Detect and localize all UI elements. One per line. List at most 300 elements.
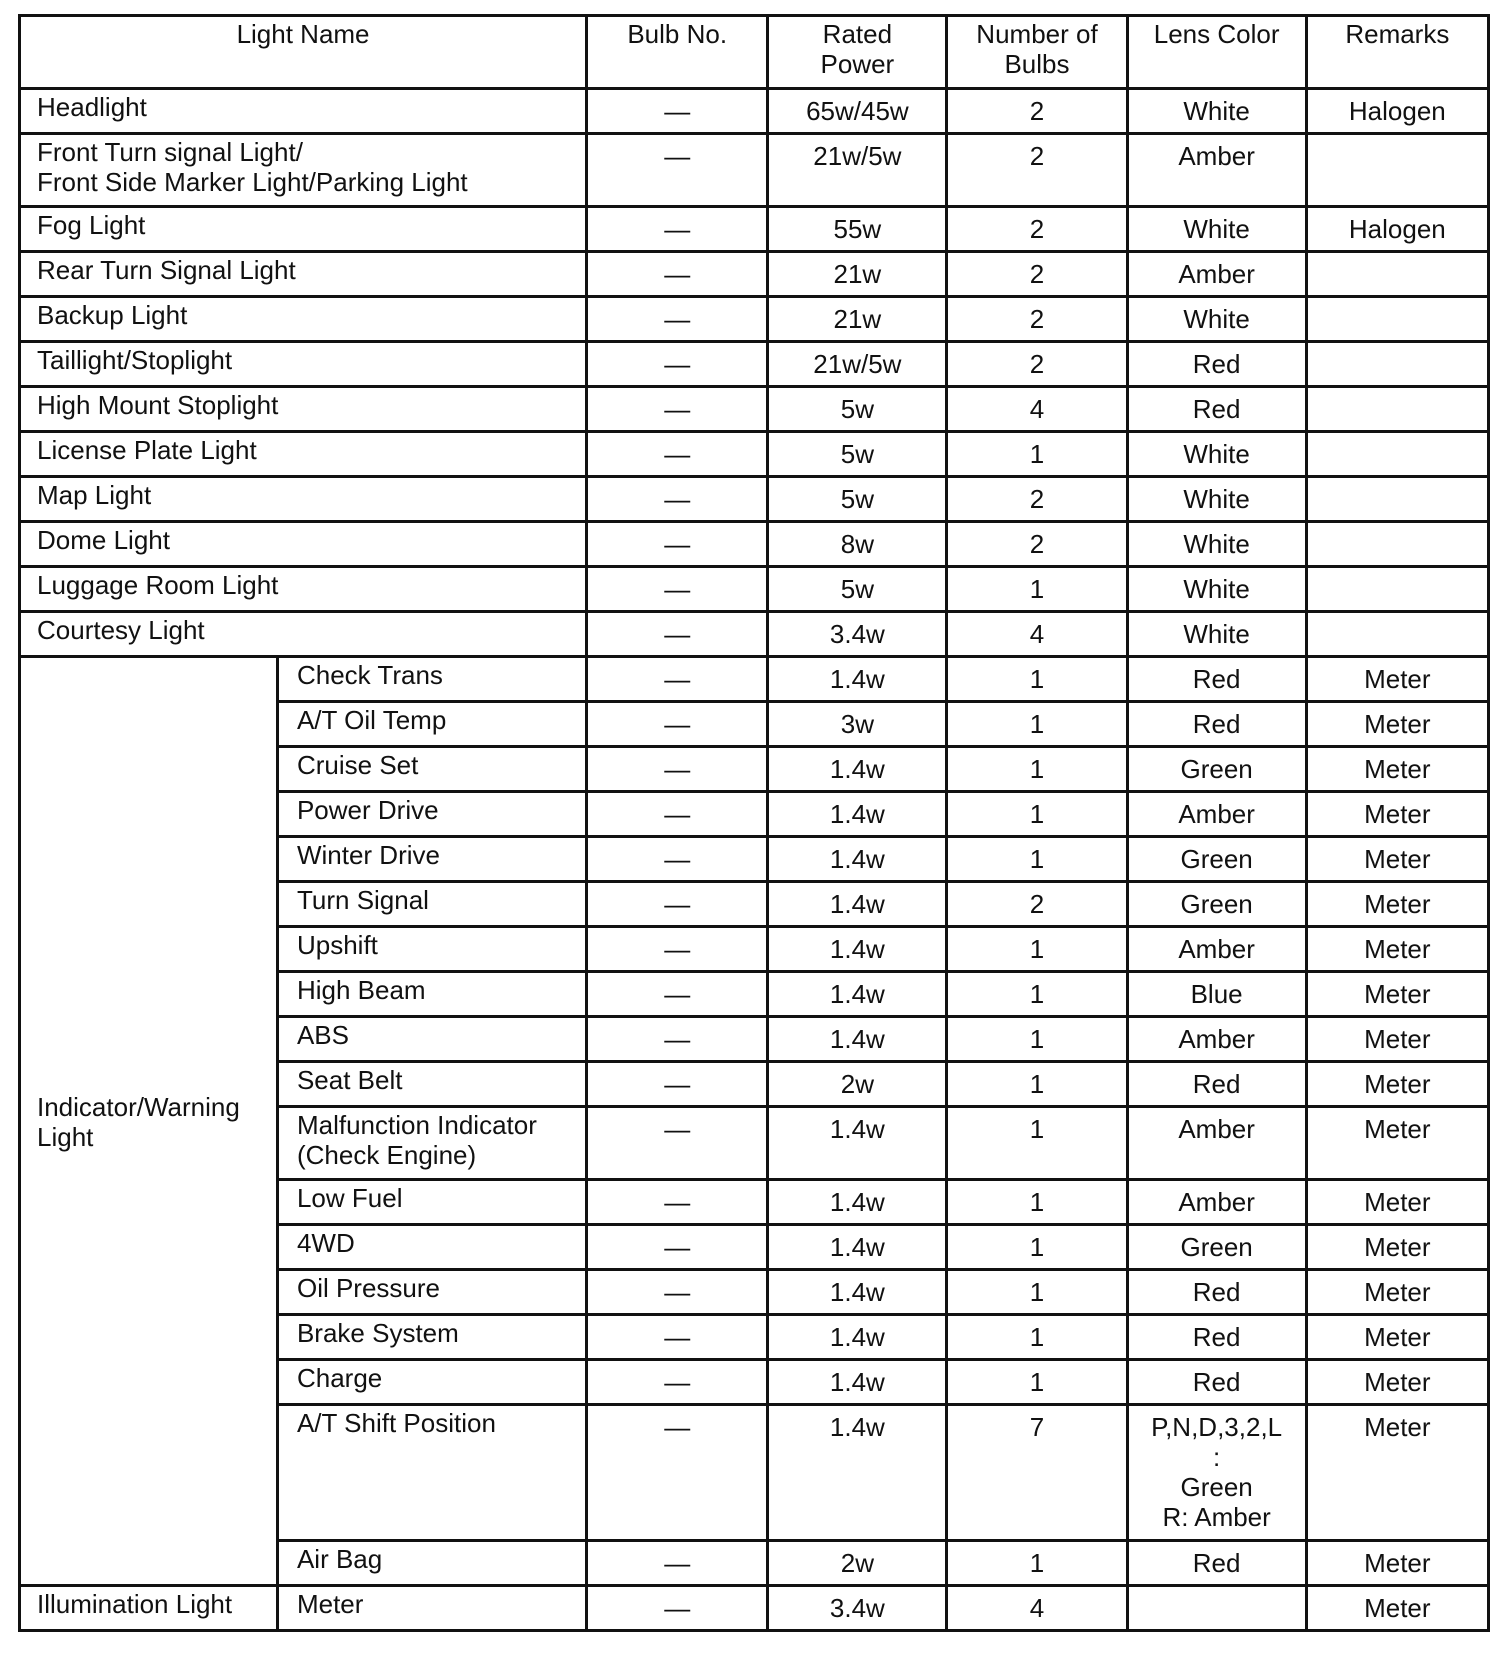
lens-color-cell bbox=[1127, 477, 1306, 522]
rated-power-cell bbox=[768, 252, 947, 297]
header-row bbox=[20, 16, 1489, 89]
remarks-cell bbox=[1306, 567, 1488, 612]
light-name-cell bbox=[277, 1270, 586, 1315]
light-name-cell bbox=[277, 1017, 586, 1062]
lens-color-cell bbox=[1127, 612, 1306, 657]
bulb-count-cell-text: 2 bbox=[1029, 349, 1045, 379]
bulb-no-cell-text: — bbox=[664, 1187, 691, 1217]
bulb-count-cell-text: 2 bbox=[1029, 529, 1045, 559]
light-name-cell bbox=[277, 1315, 586, 1360]
bulb-count-cell bbox=[947, 972, 1127, 1017]
light-name-cell bbox=[277, 1180, 586, 1225]
bulb-no-cell bbox=[587, 927, 768, 972]
lens-color-cell-text: Red bbox=[1192, 1069, 1241, 1099]
bulb-no-cell-text: — bbox=[664, 1593, 691, 1623]
remarks-cell-text: Meter bbox=[1364, 799, 1431, 829]
light-name-cell bbox=[20, 522, 587, 567]
light-name-cell-text: Power Drive bbox=[296, 795, 439, 825]
table-row bbox=[20, 477, 1489, 522]
light-name-cell-text: Malfunction Indicator (Check Engine) bbox=[296, 1110, 537, 1170]
rated-power-cell-text: 5w bbox=[840, 394, 874, 424]
rated-power-cell-text: 21w/5w bbox=[813, 141, 902, 171]
bulb-no-cell-text: — bbox=[664, 259, 691, 289]
bulb-count-cell bbox=[947, 837, 1127, 882]
lens-color-cell bbox=[1127, 342, 1306, 387]
remarks-cell bbox=[1306, 522, 1488, 567]
lens-color-cell bbox=[1127, 297, 1306, 342]
light-name-cell bbox=[277, 702, 586, 747]
bulb-no-cell-text: — bbox=[664, 709, 691, 739]
light-name-cell-text: Seat Belt bbox=[296, 1065, 403, 1095]
bulb-no-cell bbox=[587, 792, 768, 837]
remarks-cell-text: Halogen bbox=[1348, 214, 1446, 244]
bulb-count-cell-text: 1 bbox=[1029, 1187, 1045, 1217]
remarks-cell bbox=[1306, 297, 1488, 342]
bulb-count-cell-text: 2 bbox=[1029, 889, 1045, 919]
lens-color-cell-text: White bbox=[1183, 96, 1250, 126]
remarks-cell-text: Meter bbox=[1364, 664, 1431, 694]
rated-power-cell-text: 1.4w bbox=[829, 1187, 885, 1217]
group-label-illumination bbox=[20, 1586, 278, 1631]
rated-power-cell-text: 1.4w bbox=[829, 1412, 885, 1442]
remarks-cell bbox=[1306, 1270, 1488, 1315]
light-name-cell bbox=[20, 134, 587, 207]
bulb-no-cell-text: — bbox=[664, 1114, 691, 1144]
table-row bbox=[20, 297, 1489, 342]
remarks-cell bbox=[1306, 134, 1488, 207]
light-name-cell bbox=[277, 1225, 586, 1270]
bulb-no-cell bbox=[587, 1180, 768, 1225]
bulb-no-cell-text: — bbox=[664, 844, 691, 874]
light-name-cell bbox=[277, 1062, 586, 1107]
light-name-cell-text: Fog Light bbox=[37, 210, 146, 240]
header-bulb-no: Bulb No. bbox=[587, 16, 768, 89]
bulb-count-cell bbox=[947, 477, 1127, 522]
lens-color-cell-text: White bbox=[1183, 619, 1250, 649]
bulb-count-cell bbox=[947, 702, 1127, 747]
bulb-no-cell-text: — bbox=[664, 754, 691, 784]
bulb-no-cell-text: — bbox=[664, 484, 691, 514]
remarks-cell bbox=[1306, 1017, 1488, 1062]
light-name-cell-text: 4WD bbox=[296, 1228, 355, 1258]
remarks-cell bbox=[1306, 702, 1488, 747]
rated-power-cell-text: 1.4w bbox=[829, 1114, 885, 1144]
rated-power-cell bbox=[768, 134, 947, 207]
light-name-cell-text: High Mount Stoplight bbox=[37, 390, 279, 420]
rated-power-cell bbox=[768, 207, 947, 252]
table-row bbox=[20, 1586, 1489, 1631]
bulb-count-cell bbox=[947, 1017, 1127, 1062]
rated-power-cell-text: 55w bbox=[833, 214, 882, 244]
rated-power-cell-text: 1.4w bbox=[829, 799, 885, 829]
bulb-count-cell bbox=[947, 657, 1127, 702]
light-name-cell bbox=[277, 1107, 586, 1180]
bulb-no-cell bbox=[587, 1270, 768, 1315]
bulb-no-cell bbox=[587, 1062, 768, 1107]
light-name-cell-text: Low Fuel bbox=[296, 1183, 403, 1213]
remarks-cell-text: Meter bbox=[1364, 1322, 1431, 1352]
bulb-count-cell bbox=[947, 1270, 1127, 1315]
lens-color-cell-text: Red bbox=[1192, 664, 1241, 694]
table-row bbox=[20, 657, 1489, 702]
light-name-cell-text: Map Light bbox=[37, 480, 152, 510]
rated-power-cell bbox=[768, 1586, 947, 1631]
rated-power-cell bbox=[768, 387, 947, 432]
remarks-cell bbox=[1306, 89, 1488, 134]
lens-color-cell bbox=[1127, 1270, 1306, 1315]
bulb-no-cell bbox=[587, 1360, 768, 1405]
lens-color-cell-text: White bbox=[1183, 439, 1250, 469]
table-row bbox=[20, 432, 1489, 477]
bulb-count-cell bbox=[947, 297, 1127, 342]
rated-power-cell bbox=[768, 1180, 947, 1225]
bulb-specification-table bbox=[18, 14, 1490, 1632]
lens-color-cell-text: Red bbox=[1192, 394, 1241, 424]
lens-color-cell bbox=[1127, 1360, 1306, 1405]
light-name-cell-text: Brake System bbox=[296, 1318, 459, 1348]
bulb-count-cell-text: 1 bbox=[1029, 1069, 1045, 1099]
bulb-no-cell-text: — bbox=[664, 1069, 691, 1099]
bulb-count-cell-text: 1 bbox=[1029, 1114, 1045, 1144]
lens-color-cell-text: White bbox=[1183, 529, 1250, 559]
light-name-cell-text: Headlight bbox=[37, 92, 147, 122]
light-name-cell bbox=[20, 432, 587, 477]
light-name-cell-text: Taillight/Stoplight bbox=[37, 345, 233, 375]
lens-color-cell-text: Amber bbox=[1178, 1024, 1255, 1054]
remarks-cell bbox=[1306, 612, 1488, 657]
lens-color-cell bbox=[1127, 207, 1306, 252]
lens-color-cell bbox=[1127, 1180, 1306, 1225]
rated-power-cell bbox=[768, 702, 947, 747]
bulb-count-cell-text: 4 bbox=[1029, 394, 1045, 424]
bulb-no-cell-text: — bbox=[664, 664, 691, 694]
lens-color-cell-text: Red bbox=[1192, 1367, 1241, 1397]
remarks-cell bbox=[1306, 1405, 1488, 1541]
bulb-no-cell bbox=[587, 612, 768, 657]
rated-power-cell bbox=[768, 1541, 947, 1586]
bulb-count-cell-text: 7 bbox=[1029, 1412, 1045, 1442]
bulb-count-cell bbox=[947, 792, 1127, 837]
bulb-count-cell-text: 1 bbox=[1029, 664, 1045, 694]
bulb-count-cell-text: 1 bbox=[1029, 754, 1045, 784]
light-name-cell-text: Dome Light bbox=[37, 525, 170, 555]
remarks-cell bbox=[1306, 972, 1488, 1017]
remarks-cell-text: Meter bbox=[1364, 1367, 1431, 1397]
rated-power-cell-text: 5w bbox=[840, 484, 874, 514]
bulb-no-cell-text: — bbox=[664, 574, 691, 604]
header-number-of-bulbs: Number of Bulbs bbox=[947, 16, 1127, 89]
lens-color-cell-text: Blue bbox=[1190, 979, 1243, 1009]
light-name-cell bbox=[20, 252, 587, 297]
lens-color-cell-text: Red bbox=[1192, 709, 1241, 739]
group-label-indicator-warning bbox=[20, 657, 278, 1586]
rated-power-cell-text: 1.4w bbox=[829, 1024, 885, 1054]
bulb-count-cell-text: 2 bbox=[1029, 259, 1045, 289]
rated-power-cell bbox=[768, 837, 947, 882]
table-row bbox=[20, 134, 1489, 207]
lens-color-cell-text: P,N,D,3,2,L : Green R: Amber bbox=[1151, 1412, 1283, 1532]
rated-power-cell bbox=[768, 657, 947, 702]
rated-power-cell-text: 2w bbox=[840, 1548, 874, 1578]
lens-color-cell bbox=[1127, 972, 1306, 1017]
remarks-cell-text: Meter bbox=[1364, 1277, 1431, 1307]
bulb-count-cell bbox=[947, 567, 1127, 612]
lens-color-cell-text: Red bbox=[1192, 1277, 1241, 1307]
bulb-count-cell bbox=[947, 1405, 1127, 1541]
rated-power-cell bbox=[768, 1270, 947, 1315]
bulb-no-cell bbox=[587, 702, 768, 747]
remarks-cell bbox=[1306, 207, 1488, 252]
rated-power-cell-text: 21w/5w bbox=[813, 349, 902, 379]
rated-power-cell-text: 1.4w bbox=[829, 1322, 885, 1352]
bulb-count-cell bbox=[947, 747, 1127, 792]
light-name-cell-text: Winter Drive bbox=[296, 840, 440, 870]
remarks-cell-text: Halogen bbox=[1348, 96, 1446, 126]
light-name-cell bbox=[20, 387, 587, 432]
bulb-count-cell-text: 2 bbox=[1029, 96, 1045, 126]
bulb-no-cell-text: — bbox=[664, 1024, 691, 1054]
rated-power-cell bbox=[768, 1062, 947, 1107]
light-name-cell bbox=[277, 657, 586, 702]
bulb-no-cell-text: — bbox=[664, 979, 691, 1009]
table-row bbox=[20, 387, 1489, 432]
rated-power-cell-text: 5w bbox=[840, 439, 874, 469]
lens-color-cell bbox=[1127, 1225, 1306, 1270]
rated-power-cell bbox=[768, 342, 947, 387]
bulb-no-cell-text: — bbox=[664, 529, 691, 559]
bulb-no-cell-text: — bbox=[664, 619, 691, 649]
remarks-cell-text: Meter bbox=[1364, 1548, 1431, 1578]
lens-color-cell-text: Red bbox=[1192, 1322, 1241, 1352]
light-name-cell bbox=[20, 342, 587, 387]
light-name-cell bbox=[277, 1405, 586, 1541]
bulb-count-cell bbox=[947, 1225, 1127, 1270]
lens-color-cell bbox=[1127, 432, 1306, 477]
light-name-cell-text: Rear Turn Signal Light bbox=[37, 255, 296, 285]
rated-power-cell-text: 3.4w bbox=[829, 619, 885, 649]
light-name-cell-text: Backup Light bbox=[37, 300, 188, 330]
bulb-no-cell bbox=[587, 747, 768, 792]
lens-color-cell bbox=[1127, 134, 1306, 207]
rated-power-cell bbox=[768, 1405, 947, 1541]
bulb-count-cell-text: 1 bbox=[1029, 799, 1045, 829]
light-name-cell-text: A/T Oil Temp bbox=[296, 705, 447, 735]
light-name-cell-text: Upshift bbox=[296, 930, 378, 960]
remarks-cell bbox=[1306, 387, 1488, 432]
table-row bbox=[20, 89, 1489, 134]
light-name-cell-text: ABS bbox=[296, 1020, 349, 1050]
light-name-cell-text: Turn Signal bbox=[296, 885, 429, 915]
bulb-count-cell bbox=[947, 1107, 1127, 1180]
remarks-cell bbox=[1306, 837, 1488, 882]
header-remarks: Remarks bbox=[1306, 16, 1488, 89]
remarks-cell bbox=[1306, 1586, 1488, 1631]
bulb-no-cell-text: — bbox=[664, 141, 691, 171]
bulb-no-cell bbox=[587, 252, 768, 297]
bulb-count-cell bbox=[947, 1180, 1127, 1225]
light-name-cell bbox=[277, 972, 586, 1017]
light-name-cell bbox=[20, 567, 587, 612]
table-row bbox=[20, 612, 1489, 657]
bulb-count-cell-text: 1 bbox=[1029, 1024, 1045, 1054]
lens-color-cell-text: Green bbox=[1180, 844, 1253, 874]
lens-color-cell bbox=[1127, 252, 1306, 297]
table-row bbox=[20, 522, 1489, 567]
lens-color-cell bbox=[1127, 89, 1306, 134]
bulb-no-cell-text: — bbox=[664, 889, 691, 919]
rated-power-cell bbox=[768, 612, 947, 657]
bulb-no-cell bbox=[587, 134, 768, 207]
bulb-no-cell bbox=[587, 1586, 768, 1631]
bulb-no-cell-text: — bbox=[664, 1322, 691, 1352]
rated-power-cell-text: 1.4w bbox=[829, 979, 885, 1009]
remarks-cell bbox=[1306, 1541, 1488, 1586]
light-name-cell bbox=[277, 837, 586, 882]
group-label-indicator-warning-text: Indicator/Warning Light bbox=[37, 1092, 240, 1152]
lens-color-cell bbox=[1127, 1062, 1306, 1107]
lens-color-cell-text: Amber bbox=[1178, 1114, 1255, 1144]
bulb-no-cell bbox=[587, 207, 768, 252]
remarks-cell-text: Meter bbox=[1364, 1187, 1431, 1217]
remarks-cell bbox=[1306, 657, 1488, 702]
remarks-cell-text: Meter bbox=[1364, 889, 1431, 919]
bulb-no-cell bbox=[587, 432, 768, 477]
bulb-count-cell bbox=[947, 207, 1127, 252]
bulb-count-cell-text: 1 bbox=[1029, 439, 1045, 469]
remarks-cell-text: Meter bbox=[1364, 1024, 1431, 1054]
light-name-cell bbox=[277, 1360, 586, 1405]
lens-color-cell bbox=[1127, 882, 1306, 927]
bulb-no-cell-text: — bbox=[664, 1548, 691, 1578]
remarks-cell-text: Meter bbox=[1364, 1232, 1431, 1262]
header-light-name: Light Name bbox=[20, 16, 587, 89]
rated-power-cell-text: 1.4w bbox=[829, 1232, 885, 1262]
rated-power-cell bbox=[768, 1315, 947, 1360]
light-name-cell bbox=[277, 1541, 586, 1586]
lens-color-cell-text: Red bbox=[1192, 349, 1241, 379]
bulb-no-cell-text: — bbox=[664, 1277, 691, 1307]
light-name-cell bbox=[277, 1586, 586, 1631]
bulb-no-cell-text: — bbox=[664, 214, 691, 244]
bulb-count-cell bbox=[947, 387, 1127, 432]
remarks-cell bbox=[1306, 1062, 1488, 1107]
lens-color-cell-text: White bbox=[1183, 484, 1250, 514]
bulb-no-cell bbox=[587, 297, 768, 342]
rated-power-cell-text: 1.4w bbox=[829, 664, 885, 694]
bulb-count-cell bbox=[947, 1360, 1127, 1405]
lens-color-cell bbox=[1127, 1405, 1306, 1541]
lens-color-cell bbox=[1127, 522, 1306, 567]
bulb-no-cell bbox=[587, 567, 768, 612]
lens-color-cell bbox=[1127, 927, 1306, 972]
table-row bbox=[20, 567, 1489, 612]
bulb-count-cell bbox=[947, 89, 1127, 134]
bulb-count-cell-text: 1 bbox=[1029, 1232, 1045, 1262]
lens-color-cell bbox=[1127, 702, 1306, 747]
rated-power-cell-text: 1.4w bbox=[829, 844, 885, 874]
rated-power-cell-text: 21w bbox=[833, 259, 882, 289]
remarks-cell bbox=[1306, 477, 1488, 522]
light-name-cell bbox=[20, 207, 587, 252]
rated-power-cell bbox=[768, 1225, 947, 1270]
bulb-count-cell-text: 1 bbox=[1029, 1277, 1045, 1307]
bulb-count-cell bbox=[947, 342, 1127, 387]
bulb-count-cell-text: 2 bbox=[1029, 141, 1045, 171]
remarks-cell bbox=[1306, 1225, 1488, 1270]
bulb-count-cell-text: 1 bbox=[1029, 844, 1045, 874]
rated-power-cell bbox=[768, 927, 947, 972]
bulb-no-cell bbox=[587, 882, 768, 927]
lens-color-cell-text: Green bbox=[1180, 754, 1253, 784]
lens-color-cell-text: Amber bbox=[1178, 141, 1255, 171]
rated-power-cell-text: 2w bbox=[840, 1069, 874, 1099]
rated-power-cell-text: 8w bbox=[840, 529, 874, 559]
remarks-cell bbox=[1306, 1180, 1488, 1225]
rated-power-cell bbox=[768, 792, 947, 837]
lens-color-cell bbox=[1127, 1541, 1306, 1586]
remarks-cell bbox=[1306, 1360, 1488, 1405]
bulb-no-cell bbox=[587, 387, 768, 432]
rated-power-cell bbox=[768, 432, 947, 477]
bulb-no-cell-text: — bbox=[664, 1232, 691, 1262]
table-row bbox=[20, 342, 1489, 387]
light-name-cell bbox=[20, 89, 587, 134]
rated-power-cell-text: 1.4w bbox=[829, 754, 885, 784]
lens-color-cell bbox=[1127, 837, 1306, 882]
bulb-no-cell bbox=[587, 1405, 768, 1541]
light-name-cell-text: Cruise Set bbox=[296, 750, 419, 780]
remarks-cell bbox=[1306, 252, 1488, 297]
light-name-cell-text: Charge bbox=[296, 1363, 383, 1393]
rated-power-cell-text: 1.4w bbox=[829, 1367, 885, 1397]
bulb-no-cell bbox=[587, 89, 768, 134]
remarks-cell bbox=[1306, 1107, 1488, 1180]
light-name-cell-text: Luggage Room Light bbox=[37, 570, 279, 600]
bulb-count-cell bbox=[947, 1062, 1127, 1107]
bulb-count-cell bbox=[947, 134, 1127, 207]
remarks-cell-text: Meter bbox=[1364, 1412, 1431, 1442]
rated-power-cell bbox=[768, 1017, 947, 1062]
light-name-cell-text: Oil Pressure bbox=[296, 1273, 441, 1303]
bulb-count-cell-text: 1 bbox=[1029, 934, 1045, 964]
bulb-no-cell-text: — bbox=[664, 1412, 691, 1442]
lens-color-cell bbox=[1127, 1586, 1306, 1631]
bulb-no-cell bbox=[587, 657, 768, 702]
bulb-count-cell-text: 2 bbox=[1029, 214, 1045, 244]
bulb-count-cell-text: 1 bbox=[1029, 574, 1045, 604]
bulb-no-cell bbox=[587, 342, 768, 387]
remarks-cell bbox=[1306, 792, 1488, 837]
remarks-cell-text: Meter bbox=[1364, 1114, 1431, 1144]
rated-power-cell bbox=[768, 522, 947, 567]
group-label-illumination-text: Illumination Light bbox=[37, 1589, 233, 1619]
bulb-no-cell-text: — bbox=[664, 394, 691, 424]
light-name-cell bbox=[277, 882, 586, 927]
lens-color-cell bbox=[1127, 1315, 1306, 1360]
remarks-cell bbox=[1306, 927, 1488, 972]
light-name-cell bbox=[20, 477, 587, 522]
rated-power-cell bbox=[768, 882, 947, 927]
bulb-count-cell-text: 1 bbox=[1029, 1367, 1045, 1397]
lens-color-cell-text: Amber bbox=[1178, 1187, 1255, 1217]
bulb-no-cell bbox=[587, 1017, 768, 1062]
rated-power-cell-text: 65w/45w bbox=[806, 96, 909, 126]
lens-color-cell-text: Amber bbox=[1178, 259, 1255, 289]
light-name-cell-text: Check Trans bbox=[296, 660, 443, 690]
bulb-count-cell-text: 2 bbox=[1029, 484, 1045, 514]
light-name-cell bbox=[20, 612, 587, 657]
rated-power-cell bbox=[768, 972, 947, 1017]
